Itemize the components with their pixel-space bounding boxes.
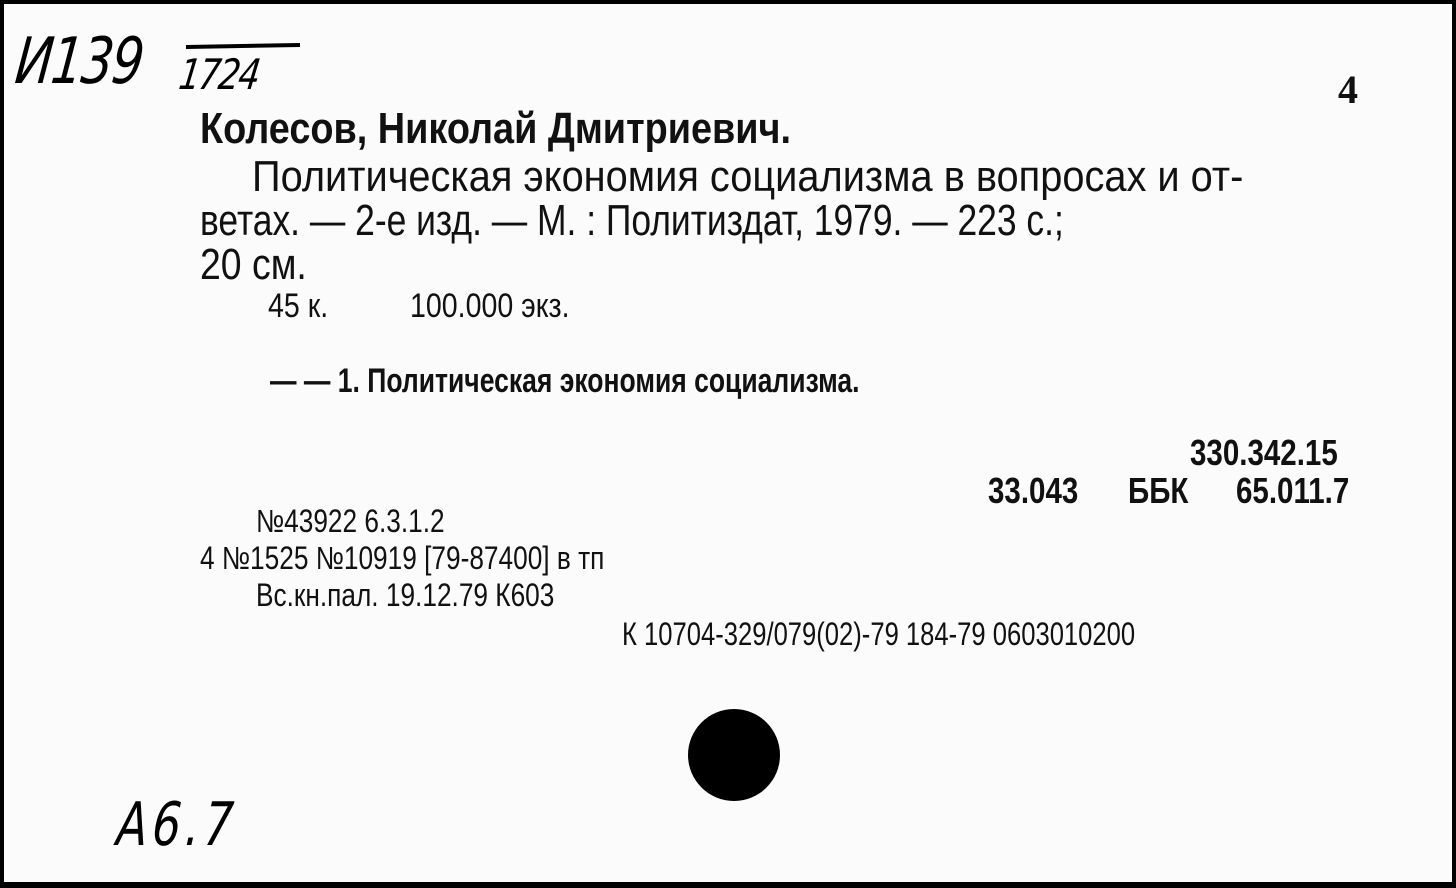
author-heading: Колесов, Николай Дмитриевич. (200, 104, 792, 153)
handwritten-accession-number: 1724 (176, 50, 263, 99)
accession-overline (186, 43, 300, 49)
card-border-right (1452, 0, 1456, 888)
technical-line-4: К 10704-329/079(02)-79 184-79 0603010200 (622, 616, 1136, 652)
price: 45 к. (268, 287, 329, 325)
card-border-bottom (0, 882, 1456, 888)
punch-hole (688, 709, 780, 801)
bbk-label: ББК (1128, 470, 1189, 511)
technical-line-1: №43922 6.3.1.2 (256, 503, 445, 539)
udc-index: 330.342.15 (1190, 432, 1338, 473)
print-run: 100.000 экз. (410, 287, 570, 325)
description-line-1: Политическая экономия социализма в вопросах и от- (252, 152, 1244, 201)
handwritten-bottom-note: А6.7 (114, 790, 241, 860)
card-border-left (0, 0, 4, 888)
technical-line-3: Вс.кн.пал. 19.12.79 К603 (256, 577, 555, 613)
description-line-2: ветах. — 2-е изд. — М. : Политиздат, 1979. — 223 с.; (200, 196, 1064, 245)
handwritten-shelf-mark: И139 (11, 25, 147, 99)
subject-tracing: — — 1. Политическая экономия социализма. (270, 362, 860, 400)
bbk-number: 33.043 (988, 470, 1079, 511)
technical-line-2: 4 №1525 №10919 [79-87400] в тп (200, 540, 605, 576)
description-line-3: 20 см. (200, 240, 307, 289)
card-border-top (0, 0, 1456, 4)
bbk-code: 65.011.7 (1236, 470, 1350, 511)
card-number: 4 (1338, 67, 1358, 112)
